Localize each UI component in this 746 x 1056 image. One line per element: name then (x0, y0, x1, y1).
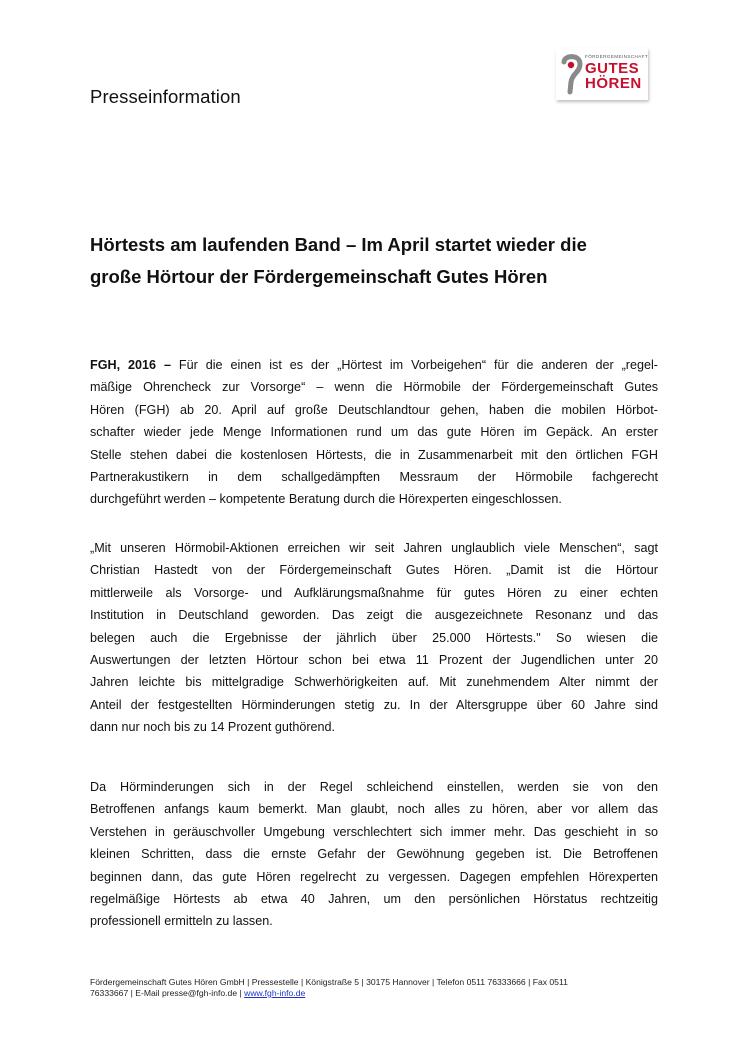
paragraph-3 (90, 776, 658, 933)
paragraph-line: Partnerakustikern in dem schallgedämpften Messraum der Hörmobile fachgerecht (90, 469, 658, 484)
logo-small-text: FÖRDERGEMEINSCHAFT (585, 54, 649, 59)
paragraph-line: dann nur noch bis zu 14 Prozent guthörend. (90, 720, 336, 735)
footer-line-2: 76333667 | E-Mail presse@fgh-info.de | www.fgh-info.de (90, 988, 306, 998)
paragraph-line: Stelle stehen dabei die kostenlosen Hörtests, die in Zusammenarbeit mit den örtlichen FGH (90, 447, 658, 462)
headline-line-2: große Hörtour der Fördergemeinschaft Gutes Hören (90, 266, 548, 287)
paragraph-line: Christian Hastedt von der Fördergemeinschaft Gutes Hören. „Damit ist die Hörtour (90, 563, 658, 578)
paragraph-line: Institution in Deutschland geworden. Das zeigt die ausgezeichnete Resonanz und das (90, 608, 658, 623)
paragraph-line: mittlerweile als Vorsorge- und Aufklärungsmaßnahme für gutes Hören zu einer echten (90, 585, 658, 600)
paragraph-line: Jahren leichte bis mittelgradige Schwerhörigkeiten auf. Mit zunehmendem Alter nimmt der (90, 675, 658, 690)
paragraph-1 (90, 354, 658, 511)
logo-word-gutes: GUTES (585, 60, 640, 77)
footer-line-1: Fördergemeinschaft Gutes Hören GmbH | Pressestelle | Königstraße 5 | 30175 Hannover | Telefon 0511 76333666 | Fax 0511 (90, 977, 568, 987)
paragraph-line: regelmäßige Hörtests ab etwa 40 Jahren, um den persönlichen Hörstatus rechtzeitig (90, 891, 658, 906)
paragraph-line: „Mit unseren Hörmobil-Aktionen erreichen wir seit Jahren unglaublich viele Menschen“, sagt (90, 541, 658, 555)
paragraph-line: Auswertungen der letzten Hörtour schon bei etwa 11 Prozent der Jugendlichen unter 20 (90, 652, 658, 667)
document-type-label: Presseinformation (90, 86, 241, 107)
paragraph-line: mäßige Ohrencheck zur Vorsorge“ – wenn die Hörmobile der Fördergemeinschaft Gutes (90, 380, 658, 395)
logo-word-hoeren: HÖREN (585, 75, 642, 92)
paragraph-line: Da Hörminderungen sich in der Regel schleichend einstellen, werden sie von den (90, 780, 658, 794)
paragraph-line: Hören (FGH) ab 20. April auf große Deutschlandtour gehen, haben die mobilen Hörbot- (90, 402, 658, 417)
fgh-logo (556, 48, 648, 100)
paragraph-line: durchgeführt werden – kompetente Beratung durch die Hörexperten eingeschlossen. (90, 492, 562, 507)
ear-logo-icon (561, 52, 583, 96)
dateline: FGH, 2016 – (90, 358, 171, 372)
paragraph-line: FGH, 2016 – Für die einen ist es der „Hörtest im Vorbeigehen“ für die anderen der „regel- (90, 358, 658, 372)
website-link[interactable]: www.fgh-info.de (244, 988, 306, 998)
footer-contact (90, 977, 658, 999)
paragraph-line: Betroffenen anfangs kaum bemerkt. Man glaubt, noch alles zu hören, aber vor allem das (90, 802, 658, 817)
paragraph-line: professionell ermitteln zu lassen. (90, 914, 273, 929)
paragraph-2 (90, 537, 658, 739)
paragraph-line: kleinen Schritten, dass die ernste Gefahr der Gewöhnung gegeben ist. Die Betroffenen (90, 847, 658, 862)
paragraph-line: beginnen dann, das gute Hören regelrecht zu vergessen. Dagegen empfehlen Hörexperten (90, 869, 658, 884)
paragraph-line: Verstehen in geräuschvoller Umgebung verschlechtert sich immer mehr. Das geschieht in so (90, 824, 658, 839)
paragraph-line: schafter wieder jede Menge Informationen rund um das gute Hören im Gepäck. An erster (90, 425, 658, 440)
headline-line-1: Hörtests am laufenden Band – Im April startet wieder die (90, 234, 587, 255)
paragraph-line: belegen auch die Ergebnisse der jährlich über 25.000 Hörtests." So wiesen die (90, 630, 658, 645)
headline (90, 229, 660, 293)
paragraph-line: Anteil der festgestellten Hörminderungen stetig zu. In der Altersgruppe über 60 Jahre sind (90, 697, 658, 712)
